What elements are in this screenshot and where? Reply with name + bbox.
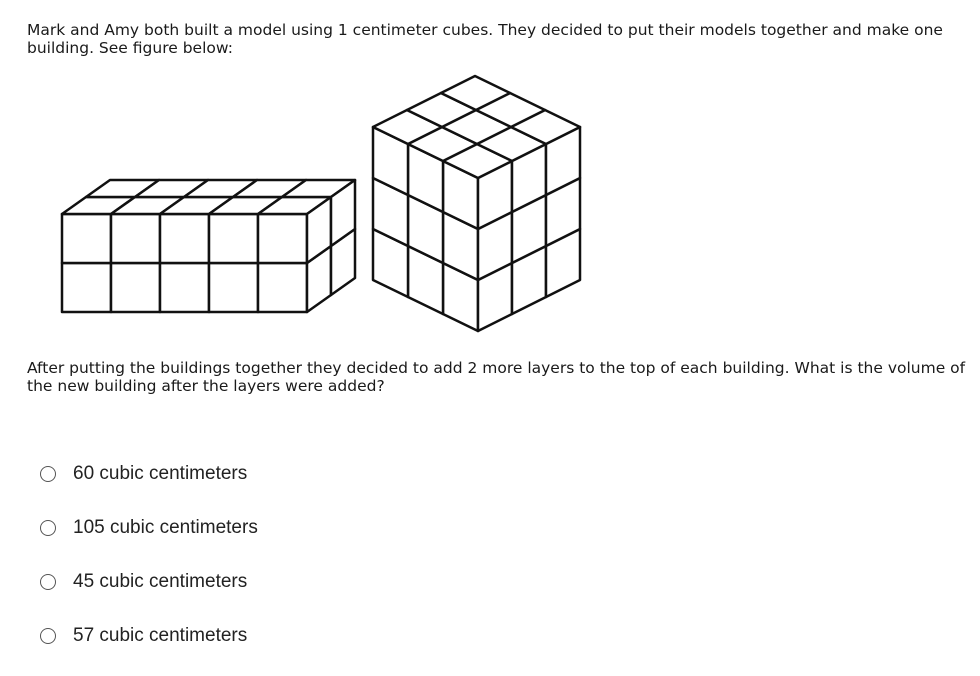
cube-front-face [111, 214, 160, 263]
radio-button[interactable] [40, 520, 56, 536]
answer-option-label: 60 cubic centimeters [73, 462, 248, 484]
cube-front-face [62, 214, 111, 263]
radio-button[interactable] [40, 466, 56, 482]
question-intro: Mark and Amy both built a model using 1 centimeter cubes. They decided to put their models together and make one building. See figure below: [27, 21, 943, 57]
cube-front-face [258, 214, 307, 263]
answer-option[interactable] [40, 622, 258, 649]
left-cube-building [62, 180, 355, 312]
answer-option-label: 105 cubic centimeters [73, 516, 258, 538]
cube-front-face [209, 263, 258, 312]
answer-options [40, 460, 258, 676]
radio-button[interactable] [40, 574, 56, 590]
right-cube-building [373, 76, 580, 331]
answer-option[interactable] [40, 514, 258, 541]
cube-front-face [209, 214, 258, 263]
cube-front-face [62, 263, 111, 312]
cube-front-face [258, 263, 307, 312]
cube-front-face [160, 263, 209, 312]
question-prompt: After putting the buildings together they decided to add 2 more layers to the top of each building. What is the volume of the new building after the layers were added? [27, 359, 966, 395]
radio-button[interactable] [40, 628, 56, 644]
answer-option[interactable] [40, 460, 258, 487]
answer-option-label: 45 cubic centimeters [73, 570, 248, 592]
answer-option[interactable] [40, 568, 258, 595]
cube-front-face [160, 214, 209, 263]
answer-option-label: 57 cubic centimeters [73, 624, 248, 646]
cube-front-face [111, 263, 160, 312]
